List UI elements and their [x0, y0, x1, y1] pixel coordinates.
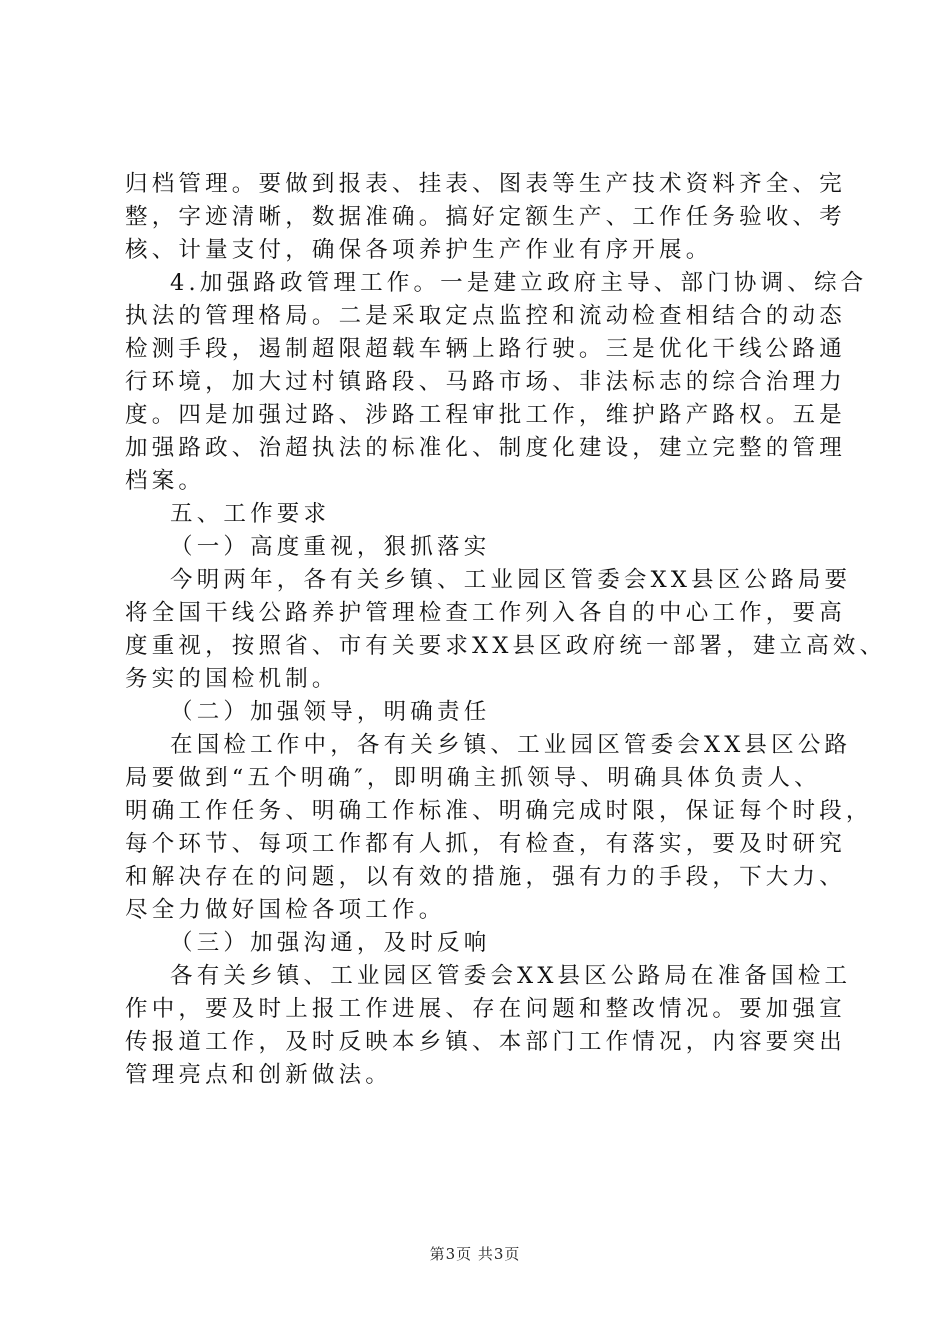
text-line: 行环境，加大过村镇路段、马路市场、非法标志的综合治理力 — [125, 369, 846, 395]
text-line: 五、工作要求 — [170, 501, 331, 527]
text-line: 和解决存在的问题，以有效的措施，强有力的手段，下大力、 — [125, 864, 846, 890]
text-line: （一）高度重视，狠抓落实 — [170, 534, 491, 560]
text-line: 档案。 — [125, 468, 206, 494]
text-line: 度。四是加强过路、涉路工程审批工作，维护路产路权。五是 — [125, 402, 846, 428]
text-line: 明确工作任务、明确工作标准、明确完成时限，保证每个时段， — [125, 798, 873, 824]
text-line: 4.加强路政管理工作。一是建立政府主导、部门协调、综合 — [170, 270, 868, 296]
text-line: （三）加强沟通，及时反响 — [170, 930, 491, 956]
text-line: 执法的管理格局。二是采取定点监控和流动检查相结合的动态 — [125, 303, 846, 329]
text-line: （二）加强领导，明确责任 — [170, 699, 491, 725]
text-line: 局要做到“五个明确″，即明确主抓领导、明确具体负责人、 — [125, 765, 821, 791]
text-line: 检测手段，遏制超限超载车辆上路行驶。三是优化干线公路通 — [125, 336, 846, 362]
text-line: 度重视，按照省、市有关要求XX县区政府统一部署，建立高效、 — [125, 633, 887, 659]
text-line: 传报道工作，及时反映本乡镇、本部门工作情况，内容要突出 — [125, 1029, 846, 1055]
text-line: 整，字迹清晰，数据准确。搞好定额生产、工作任务验收、考 — [125, 204, 846, 230]
document-body — [125, 168, 887, 1092]
text-line: 核、计量支付，确保各项养护生产作业有序开展。 — [125, 237, 713, 263]
text-line: 每个环节、每项工作都有人抓，有检查，有落实，要及时研究 — [125, 831, 846, 857]
text-line: 管理亮点和创新做法。 — [125, 1062, 393, 1088]
text-line: 加强路政、治超执法的标准化、制度化建设，建立完整的管理 — [125, 435, 846, 461]
text-line: 今明两年，各有关乡镇、工业园区管委会XX县区公路局要 — [170, 567, 852, 593]
text-line: 尽全力做好国检各项工作。 — [125, 897, 446, 923]
text-line: 在国检工作中，各有关乡镇、工业园区管委会XX县区公路 — [170, 732, 852, 758]
text-line: 归档管理。要做到报表、挂表、图表等生产技术资料齐全、完 — [125, 171, 846, 197]
text-line: 作中，要及时上报工作进展、存在问题和整改情况。要加强宣 — [125, 996, 846, 1022]
page-footer: 第3页 共3页 — [429, 1245, 521, 1263]
text-line: 各有关乡镇、工业园区管委会XX县区公路局在准备国检工 — [170, 963, 852, 989]
text-line: 将全国干线公路养护管理检查工作列入各自的中心工作，要高 — [125, 600, 846, 626]
text-line: 务实的国检机制。 — [125, 666, 339, 692]
